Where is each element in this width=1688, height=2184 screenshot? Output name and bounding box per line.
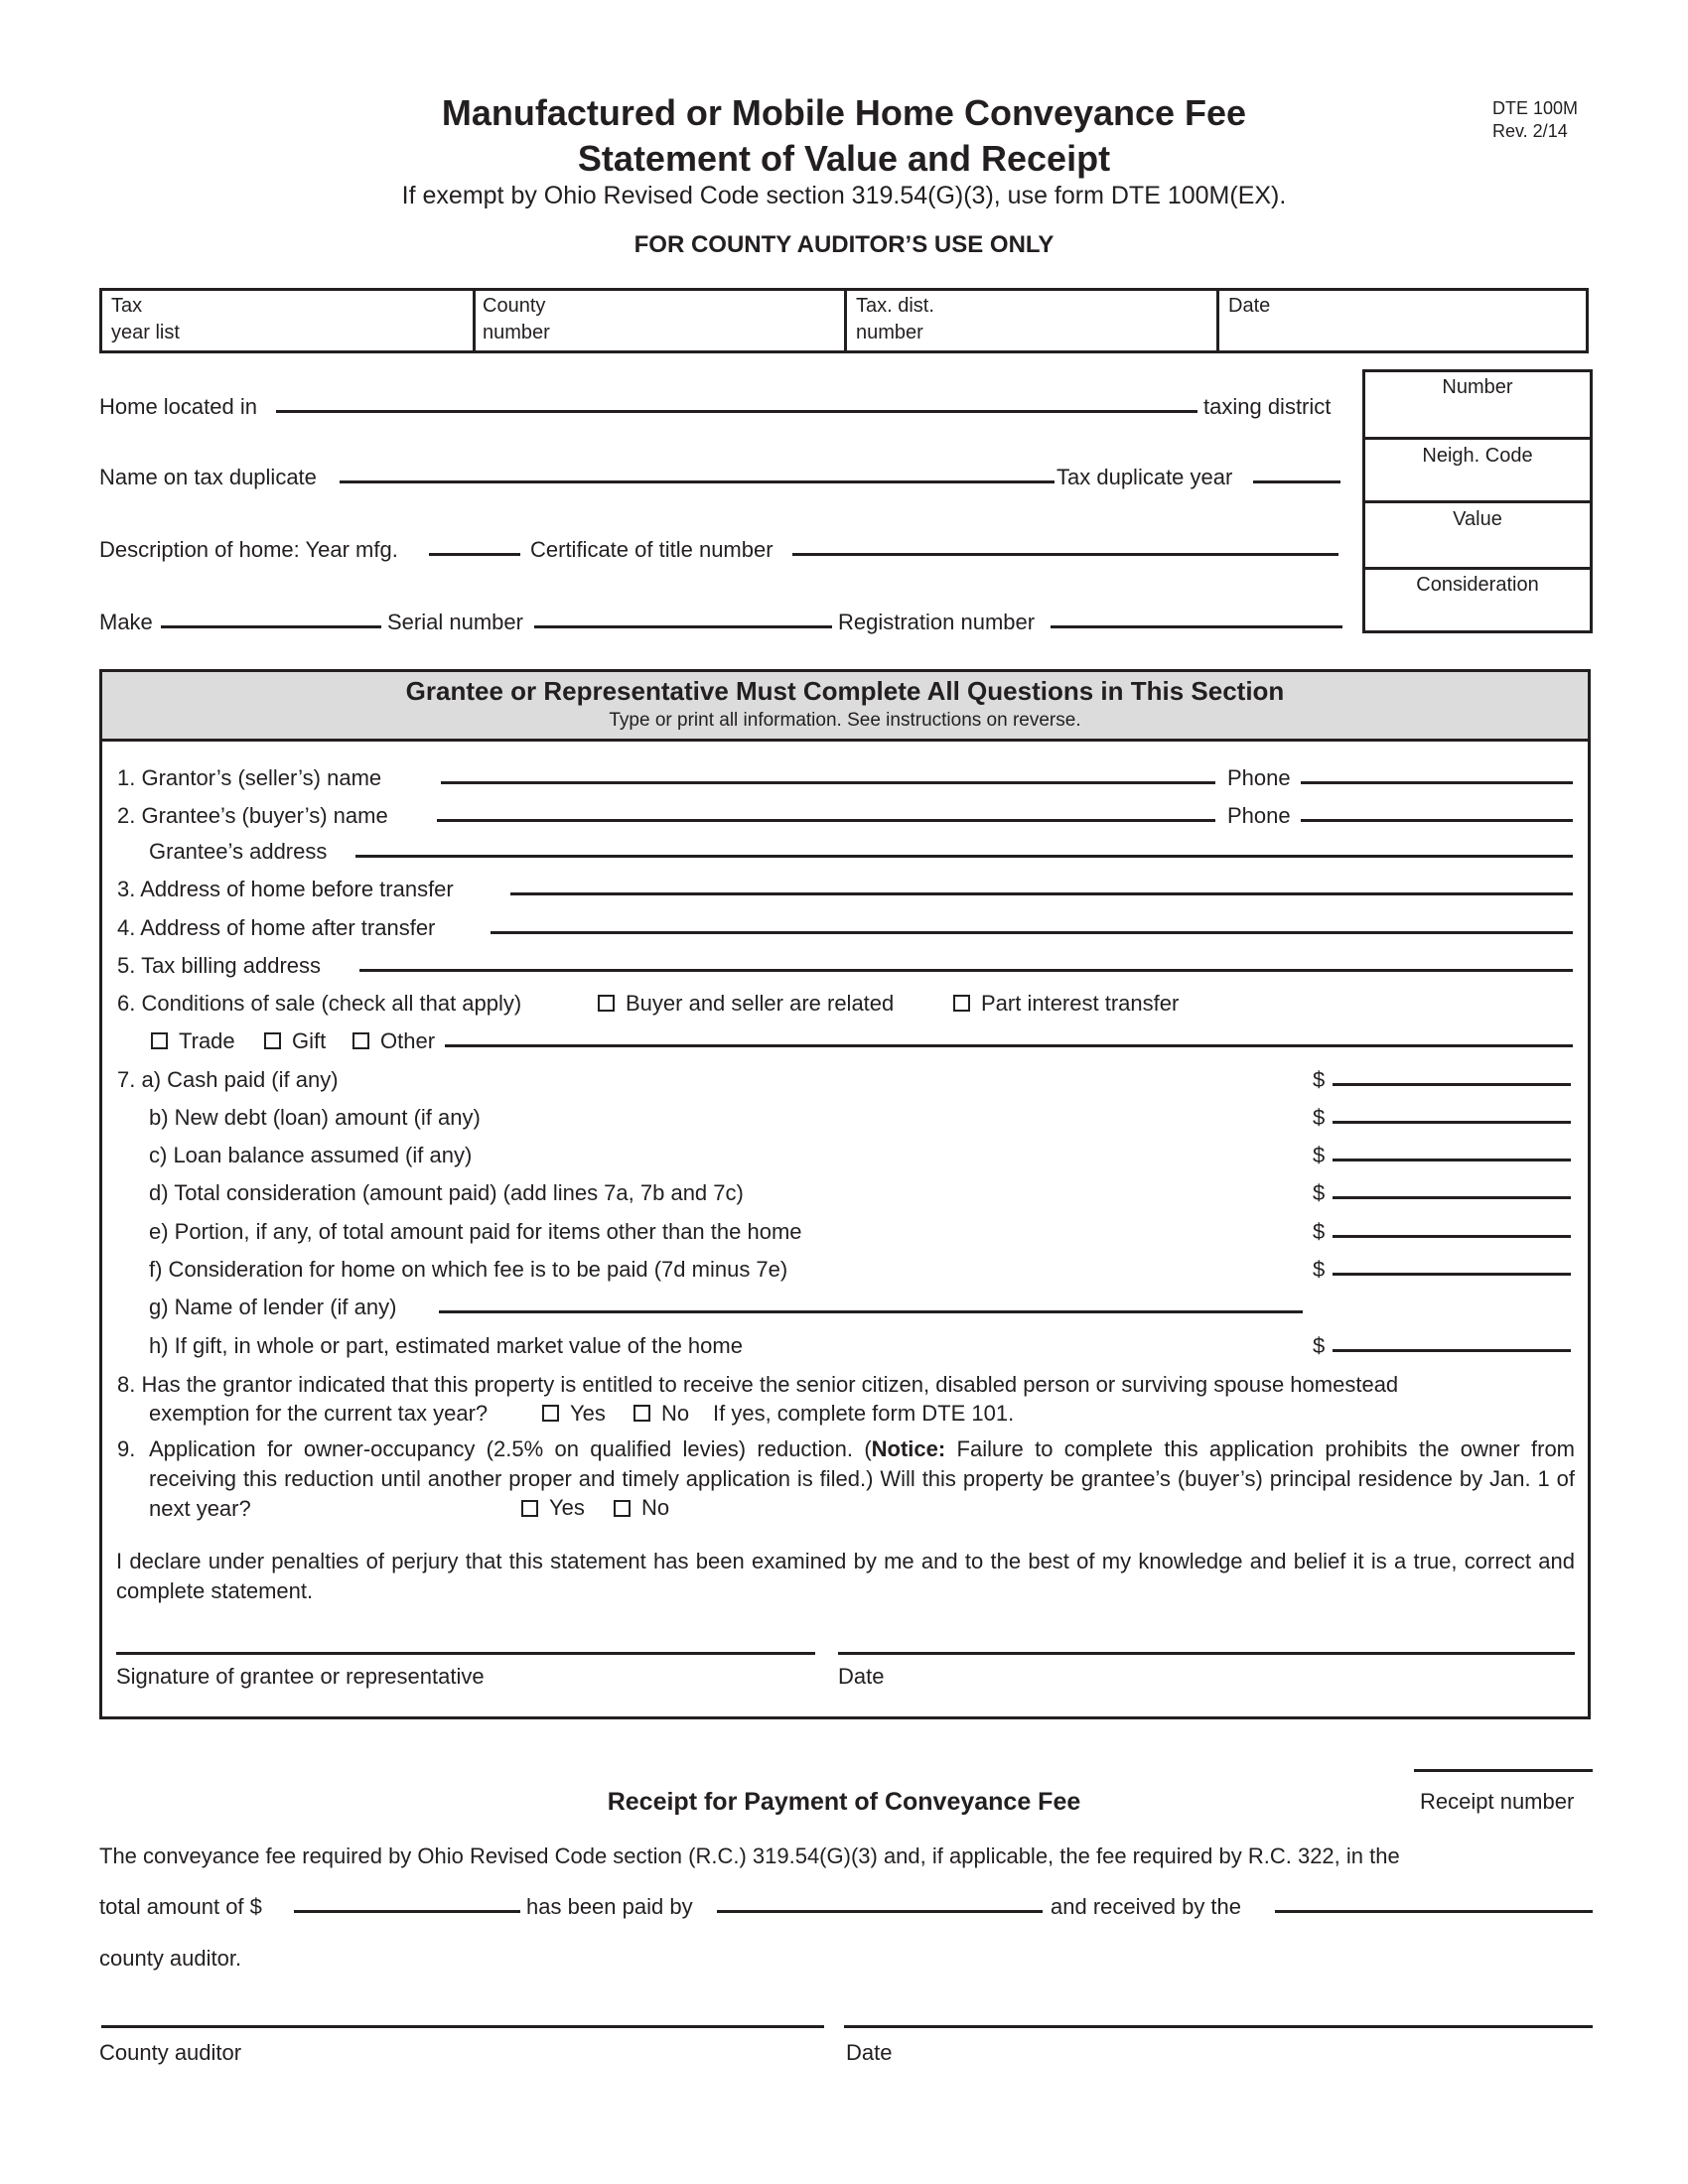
received-by-label: and received by the [1051, 1894, 1242, 1919]
form-id: DTE 100M [1492, 98, 1579, 118]
address-before-transfer-field[interactable] [510, 892, 1573, 895]
cash-paid-field[interactable] [1333, 1083, 1571, 1086]
q8-line1: 8. Has the grantor indicated that this property is entitled to receive the senior citizen, disabled person or surviving spouse homestead [117, 1372, 1399, 1397]
tax-year-list-label: Tax year list [111, 295, 180, 343]
grantee-section-subheading: Type or print all information. See instructions on reverse. [609, 710, 1081, 731]
q3-address-before-label: 3. Address of home before transfer [117, 877, 454, 901]
tax-district-number-label: Tax. dist. number [856, 295, 934, 343]
exempt-note: If exempt by Ohio Revised Code section 319.54(G)(3), use form DTE 100M(EX). [401, 182, 1287, 209]
form-title-line1: Manufactured or Mobile Home Conveyance Fee [441, 92, 1247, 133]
tax-billing-address-field[interactable] [359, 969, 1573, 972]
related-checkbox[interactable] [598, 995, 615, 1012]
q7f-dollar: $ [1313, 1257, 1326, 1282]
serial-number-label: Serial number [387, 610, 523, 634]
q2-grantee-name-label: 2. Grantee’s (buyer’s) name [117, 803, 388, 828]
received-by-field[interactable] [1275, 1910, 1593, 1913]
consideration-cell-label: Consideration [1416, 574, 1539, 596]
trade-checkbox[interactable] [151, 1032, 168, 1049]
other-label: Other [380, 1028, 436, 1053]
gift-checkbox[interactable] [264, 1032, 281, 1049]
other-field[interactable] [445, 1044, 1573, 1047]
receipt-date-label: Date [846, 2040, 893, 2065]
receipt-number-label: Receipt number [1420, 1789, 1575, 1814]
grantee-address-field[interactable] [355, 855, 1573, 858]
registration-number-field[interactable] [1051, 625, 1342, 628]
part-interest-label: Part interest transfer [981, 991, 1180, 1016]
date-cell-label: Date [1228, 295, 1271, 317]
signature-date-field[interactable] [838, 1652, 1575, 1655]
year-mfg-label: Description of home: Year mfg. [99, 537, 398, 562]
home-located-in-label: Home located in [99, 394, 257, 419]
county-auditor-label: County auditor [99, 2040, 242, 2065]
q6-conditions-label: 6. Conditions of sale (check all that apply) [117, 991, 522, 1016]
q9-no-label: No [641, 1495, 670, 1520]
q9-number: 9. [117, 1436, 136, 1461]
q8-no-label: No [661, 1401, 690, 1426]
grantee-address-label: Grantee’s address [149, 839, 328, 864]
tax-duplicate-year-field[interactable] [1253, 480, 1340, 483]
county-number-label: County number [483, 295, 550, 343]
lender-name-field[interactable] [439, 1310, 1303, 1313]
other-checkbox[interactable] [352, 1032, 369, 1049]
total-amount-field[interactable] [294, 1910, 520, 1913]
portion-other-items-field[interactable] [1333, 1235, 1571, 1238]
county-auditor-signature-field[interactable] [101, 2025, 824, 2028]
grantee-phone-label: Phone [1227, 803, 1291, 828]
certificate-of-title-field[interactable] [792, 553, 1338, 556]
grantor-name-field[interactable] [441, 781, 1215, 784]
q7a-dollar: $ [1313, 1067, 1326, 1092]
taxing-district-label: taxing district [1203, 394, 1332, 419]
gift-market-value-field[interactable] [1333, 1349, 1571, 1352]
total-consideration-field[interactable] [1333, 1196, 1571, 1199]
q7d-dollar: $ [1313, 1180, 1326, 1205]
grantor-phone-field[interactable] [1301, 781, 1573, 784]
registration-number-label: Registration number [838, 610, 1036, 634]
q8-yes-checkbox[interactable] [542, 1405, 559, 1422]
address-after-transfer-field[interactable] [491, 931, 1573, 934]
signature-field[interactable] [116, 1652, 815, 1655]
q9-yes-checkbox[interactable] [521, 1500, 538, 1517]
neigh-code-cell-label: Neigh. Code [1422, 445, 1533, 467]
county-auditor-text: county auditor. [99, 1946, 242, 1971]
q9-no-checkbox[interactable] [614, 1500, 631, 1517]
receipt-date-field[interactable] [844, 2025, 1593, 2028]
q8-no-checkbox[interactable] [633, 1405, 650, 1422]
q8-dte101-note: If yes, complete form DTE 101. [713, 1401, 1015, 1426]
signature-label: Signature of grantee or representative [116, 1664, 485, 1689]
loan-balance-field[interactable] [1333, 1159, 1571, 1161]
q7d-label: d) Total consideration (amount paid) (add lines 7a, 7b and 7c) [149, 1180, 744, 1205]
grantee-section-heading: Grantee or Representative Must Complete All Questions in This Section [405, 676, 1285, 706]
form-revision: Rev. 2/14 [1492, 121, 1568, 141]
part-interest-checkbox[interactable] [953, 995, 970, 1012]
form-title-line2: Statement of Value and Receipt [577, 138, 1111, 179]
make-field[interactable] [161, 625, 381, 628]
total-amount-label: total amount of $ [99, 1894, 262, 1919]
q7c-label: c) Loan balance assumed (if any) [149, 1143, 473, 1167]
consideration-for-home-field[interactable] [1333, 1273, 1571, 1276]
paid-by-label: has been paid by [526, 1894, 693, 1919]
tax-duplicate-year-label: Tax duplicate year [1056, 465, 1233, 489]
signature-date-label: Date [838, 1664, 885, 1689]
grantor-phone-label: Phone [1227, 765, 1291, 790]
value-cell-label: Value [1453, 508, 1502, 530]
q9-yes-label: Yes [549, 1495, 585, 1520]
name-on-tax-duplicate-label: Name on tax duplicate [99, 465, 317, 489]
related-label: Buyer and seller are related [626, 991, 895, 1016]
receipt-heading: Receipt for Payment of Conveyance Fee [607, 1788, 1081, 1816]
grantee-phone-field[interactable] [1301, 819, 1573, 822]
receipt-text-line1: The conveyance fee required by Ohio Revised Code section (R.C.) 319.54(G)(3) and, if applicable, the fee required by R.C. 322, in the [99, 1843, 1400, 1868]
paid-by-field[interactable] [717, 1910, 1043, 1913]
q7e-dollar: $ [1313, 1219, 1326, 1244]
certificate-of-title-label: Certificate of title number [530, 537, 774, 562]
q7f-label: f) Consideration for home on which fee is to be paid (7d minus 7e) [149, 1257, 788, 1282]
q7c-dollar: $ [1313, 1143, 1326, 1167]
declaration-text: I declare under penalties of perjury that this statement has been examined by me and to the best of my knowledge and belief it is a true, correct and complete statement. [116, 1549, 1575, 1603]
receipt-number-field[interactable] [1414, 1769, 1593, 1772]
q5-tax-billing-label: 5. Tax billing address [117, 953, 322, 978]
trade-label: Trade [179, 1028, 235, 1053]
name-on-tax-duplicate-field[interactable] [340, 480, 1055, 483]
q8-line2: exemption for the current tax year? [149, 1401, 489, 1426]
q7h-dollar: $ [1313, 1333, 1326, 1358]
q7h-label: h) If gift, in whole or part, estimated market value of the home [149, 1333, 743, 1358]
new-debt-field[interactable] [1333, 1121, 1571, 1124]
year-mfg-field[interactable] [429, 553, 520, 556]
make-label: Make [99, 610, 153, 634]
home-located-in-field[interactable] [276, 410, 1197, 413]
q7a-label: 7. a) Cash paid (if any) [117, 1067, 339, 1092]
serial-number-field[interactable] [534, 625, 832, 628]
auditor-only-heading: FOR COUNTY AUDITOR’S USE ONLY [633, 231, 1055, 258]
q1-grantor-name-label: 1. Grantor’s (seller’s) name [117, 765, 382, 790]
q4-address-after-label: 4. Address of home after transfer [117, 915, 436, 940]
number-cell-label: Number [1442, 376, 1513, 398]
q7g-label: g) Name of lender (if any) [149, 1295, 397, 1319]
q8-yes-label: Yes [570, 1401, 606, 1426]
gift-label: Gift [292, 1028, 327, 1053]
q9-text: Application for owner-occupancy (2.5% on qualified levies) reduction. (Notice: Failure to complete this application prohibits the owner from receiving this reduction until another proper and timely application is filed.) Will this property be grantee’s (buyer’s) principal residence by Jan. 1 of next year? [149, 1436, 1575, 1521]
q7e-label: e) Portion, if any, of total amount paid for items other than the home [149, 1219, 802, 1244]
grantee-name-field[interactable] [437, 819, 1215, 822]
q7b-dollar: $ [1313, 1105, 1326, 1130]
q7b-label: b) New debt (loan) amount (if any) [149, 1105, 481, 1130]
